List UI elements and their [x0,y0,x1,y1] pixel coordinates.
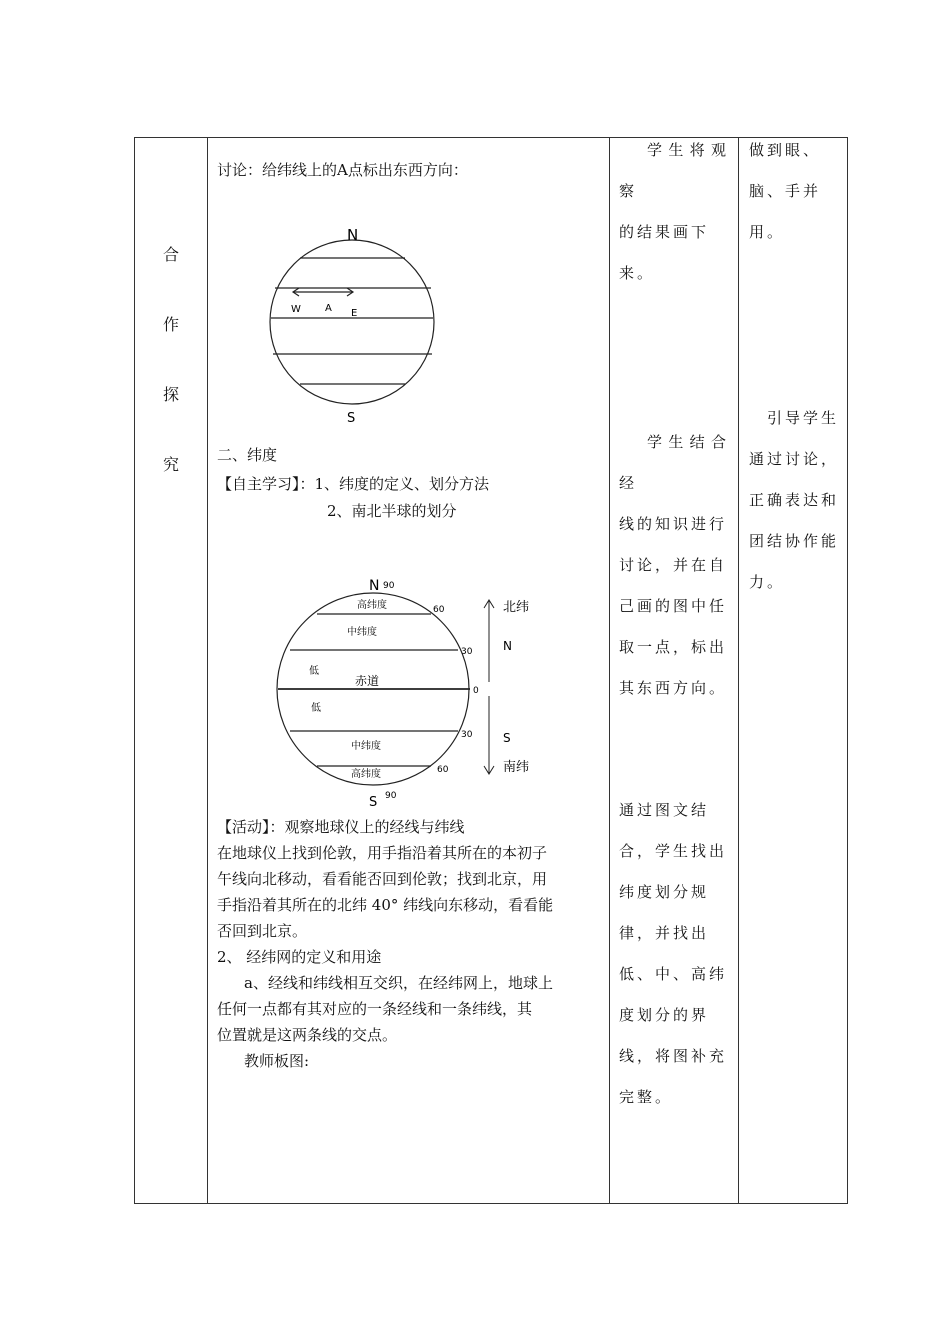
north-pole-label: N [369,578,380,594]
intent-text-line: 正确表达和 [749,491,840,509]
south-latitude-label: 南纬 [503,760,530,775]
activity-line: 在地球仪上找到伦敦，用手指沿着其所在的本初子 [217,844,548,862]
item-2-heading: 2、 经纬网的定义和用途 [217,948,382,966]
activity-line: 否回到北京。 [217,922,308,940]
column-divider [738,138,739,1203]
latitude-60-north: 60 [433,605,445,615]
student-text-line: 来。 [619,264,656,282]
student-text-line: 通过图文结 [619,801,710,819]
item-2a-line: 位置就是这两条线的交点。 [217,1026,398,1044]
stage-char: 合 [162,245,179,264]
activity-line: 午线向北移动，看看能否回到伦敦；找到北京，用 [217,870,548,888]
activity-line: 手指沿着其所在的北纬 40° 纬线向东移动，看看能 [217,896,554,914]
stage-char: 探 [162,385,179,404]
student-activity-block [619,790,729,1118]
low-latitude-south: 低 [311,703,321,714]
latitude-90-north: 90 [383,581,395,591]
north-n-label: N [503,639,512,653]
student-text-line: 完整。 [619,1088,674,1106]
latitude-0: 0 [473,686,479,696]
activity-title: 【活动】：观察地球仪上的经线与纬线 [217,818,465,836]
latitude-30-north: 30 [461,647,473,657]
student-text-line: 律，并找出 [619,924,710,942]
item-2a-line: 任何一点都有其对应的一条经线和一条纬线，其 [217,1000,533,1018]
student-text-line: 度划分的界 [619,1006,710,1024]
student-text-line: 纬度划分规 [619,883,710,901]
student-text-line: 的结果画下 [619,223,710,241]
design-intent-block [749,130,845,253]
column-divider [207,138,208,1203]
section-title: 二、纬度 [217,446,278,464]
south-s-label: S [503,731,511,745]
student-text-line: 线，将图补充 [619,1047,728,1065]
latitude-90-south: 90 [385,791,397,801]
intent-text-line: 用。 [749,223,786,241]
stage-char: 究 [162,455,179,474]
student-text-line: 线的知识进行 [619,515,728,533]
north-label: N [347,226,359,244]
intent-text-line: 力。 [749,573,786,591]
student-text-line: 低、中、高纬 [619,965,728,983]
lesson-table [134,137,848,1204]
self-study-line: 【自主学习】：1、纬度的定义、划分方法 [217,475,490,493]
student-activity-block [619,130,729,294]
student-text-line: 学生结合经 [619,433,729,492]
item-2a-line: a、经线和纬线相互交织，在经纬网上，地球上 [244,974,553,992]
south-pole-label: S [369,795,378,808]
student-text-line: 取一点，标出 [619,638,728,656]
intent-text-line: 团结协作能 [749,532,840,550]
latitude-30-south: 30 [461,730,473,740]
south-label: S [347,411,356,426]
self-study-line: 2、南北半球的划分 [327,502,457,520]
globe-direction-diagram [255,218,455,428]
point-a-label: A [325,303,332,314]
mid-latitude-south: 中纬度 [351,741,381,752]
intent-text-line: 通过讨论， [749,450,840,468]
east-label: E [351,308,358,319]
west-label: W [291,304,301,315]
activity-block [217,814,609,1074]
north-latitude-label: 北纬 [503,600,530,615]
intent-text-line: 做到眼、 [749,141,822,159]
intent-text-line: 引导学生 [767,409,840,427]
student-text-line: 学生将观察 [619,141,729,200]
intent-text-line: 脑、手并 [749,182,822,200]
latitude-60-south: 60 [437,765,449,775]
mid-latitude-north: 中纬度 [347,627,377,638]
student-text-line: 己画的图中任 [619,597,728,615]
student-activity-block [619,422,729,709]
column-divider [609,138,610,1203]
student-text-line: 其东西方向。 [619,679,728,697]
teacher-board-label: 教师板图: [244,1052,310,1070]
high-latitude-south: 高纬度 [351,769,381,780]
high-latitude-north: 高纬度 [357,600,387,611]
stage-char: 作 [162,315,179,334]
discussion-prompt: 讨论：给纬线上的A点标出东西方向： [217,161,468,179]
latitude-zones-diagram [265,578,565,808]
equator-label: 赤道 [355,674,380,688]
student-text-line: 讨论，并在自 [619,556,728,574]
low-latitude-north: 低 [309,666,319,677]
design-intent-block [749,398,845,603]
student-text-line: 合，学生找出 [619,842,728,860]
